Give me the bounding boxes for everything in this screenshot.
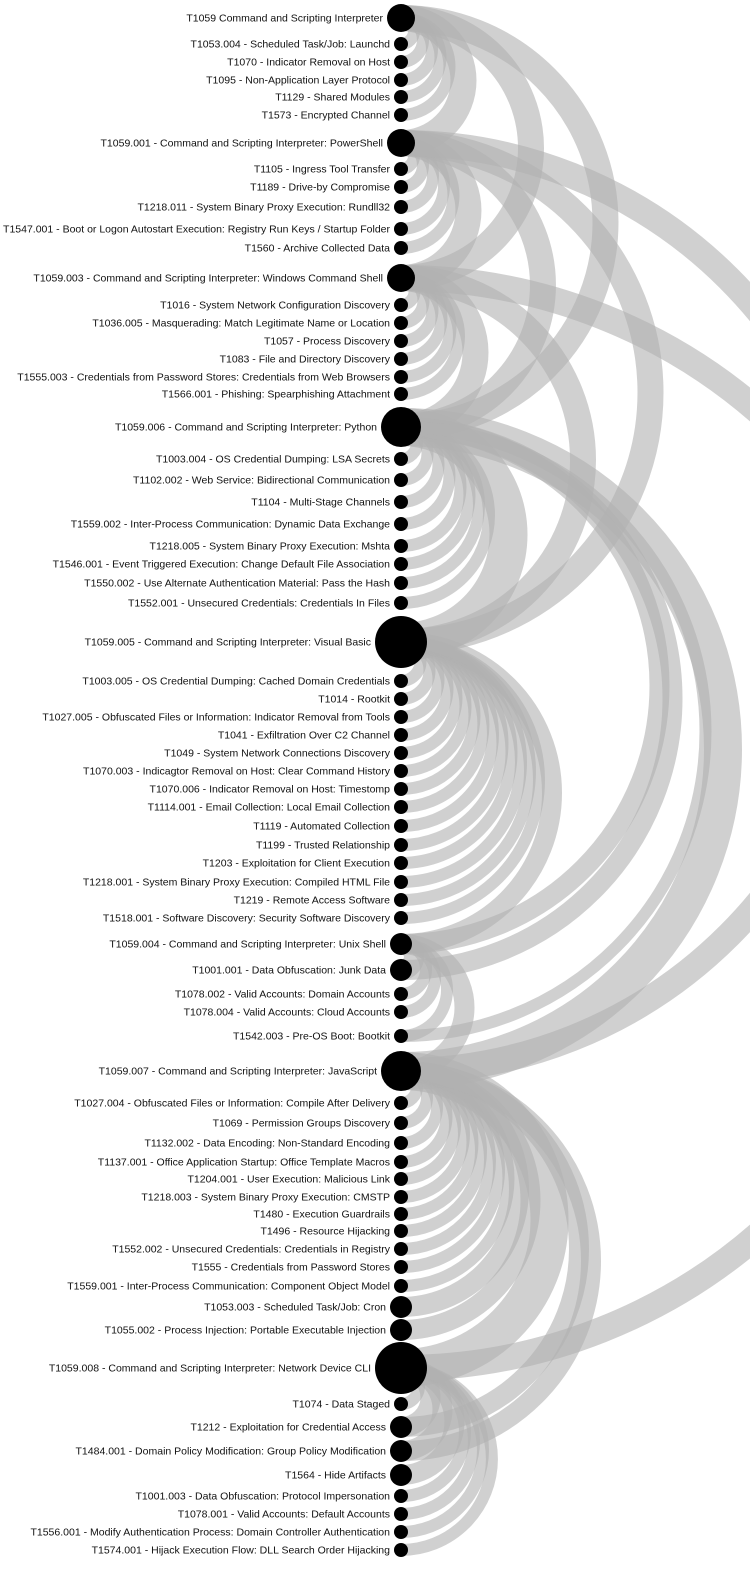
- technique-node: [394, 1224, 408, 1238]
- technique-label: T1559.001 - Inter-Process Communication: Component Object Model: [67, 1280, 390, 1293]
- technique-label: T1105 - Ingress Tool Transfer: [253, 163, 390, 176]
- technique-node: [394, 108, 408, 122]
- technique-node: [387, 264, 415, 292]
- technique-label: T1555 - Credentials from Password Stores: [191, 1261, 390, 1274]
- technique-label: T1059.003 - Command and Scripting Interpreter: Windows Command Shell: [33, 272, 383, 285]
- technique-label: T1573 - Encrypted Channel: [261, 109, 390, 122]
- technique-label: T1218.005 - System Binary Proxy Execution: Mshta: [149, 540, 390, 553]
- technique-node: [394, 1260, 408, 1274]
- technique-node: [394, 1543, 408, 1557]
- technique-node: [394, 1155, 408, 1169]
- technique-node: [394, 1005, 408, 1019]
- technique-node: [394, 1525, 408, 1539]
- technique-node: [394, 539, 408, 553]
- technique-label: T1102.002 - Web Service: Bidirectional Communication: [133, 474, 390, 487]
- technique-label: T1059.004 - Command and Scripting Interpreter: Unix Shell: [109, 938, 386, 951]
- technique-label: T1546.001 - Event Triggered Execution: Change Default File Association: [52, 558, 390, 571]
- technique-node: [394, 911, 408, 925]
- technique-label: T1132.002 - Data Encoding: Non-Standard Encoding: [144, 1137, 390, 1150]
- technique-node: [394, 746, 408, 760]
- technique-node: [394, 1116, 408, 1130]
- technique-node: [394, 452, 408, 466]
- technique-label: T1027.004 - Obfuscated Files or Information: Compile After Delivery: [74, 1097, 390, 1110]
- technique-node: [394, 838, 408, 852]
- technique-node: [390, 1296, 412, 1318]
- technique-node: [394, 1397, 408, 1411]
- technique-label: T1001.003 - Data Obfuscation: Protocol Impersonation: [135, 1490, 390, 1503]
- technique-label: T1189 - Drive-by Compromise: [250, 181, 390, 194]
- technique-node: [394, 728, 408, 742]
- technique-node: [394, 1172, 408, 1186]
- technique-node: [394, 55, 408, 69]
- technique-label: T1560 - Archive Collected Data: [244, 242, 390, 255]
- technique-node: [394, 298, 408, 312]
- technique-label: T1095 - Non-Application Layer Protocol: [206, 74, 390, 87]
- technique-node: [394, 692, 408, 706]
- technique-node: [394, 370, 408, 384]
- technique-label: T1555.003 - Credentials from Password Stores: Credentials from Web Browsers: [17, 371, 390, 384]
- technique-node: [394, 674, 408, 688]
- technique-node: [394, 1207, 408, 1221]
- technique-label: T1053.003 - Scheduled Task/Job: Cron: [204, 1301, 386, 1314]
- technique-label: T1059.001 - Command and Scripting Interpreter: PowerShell: [100, 137, 383, 150]
- technique-node: [394, 473, 408, 487]
- technique-node: [394, 1279, 408, 1293]
- technique-node: [394, 576, 408, 590]
- technique-label: T1059.006 - Command and Scripting Interpreter: Python: [114, 421, 377, 434]
- technique-node: [394, 1096, 408, 1110]
- technique-label: T1027.005 - Obfuscated Files or Information: Indicator Removal from Tools: [42, 711, 390, 724]
- technique-label: T1518.001 - Software Discovery: Security Software Discovery: [102, 912, 390, 925]
- technique-label: T1041 - Exfiltration Over C2 Channel: [217, 729, 390, 742]
- technique-label: T1484.001 - Domain Policy Modification: Group Policy Modification: [75, 1445, 386, 1458]
- technique-node: [394, 875, 408, 889]
- technique-label: T1218.003 - System Binary Proxy Execution: CMSTP: [141, 1191, 390, 1204]
- technique-node: [394, 517, 408, 531]
- technique-label: T1199 - Trusted Relationship: [255, 839, 390, 852]
- arcs-layer: [401, 18, 750, 1550]
- technique-node: [390, 1319, 412, 1341]
- technique-node: [390, 933, 412, 955]
- technique-label: T1070.003 - Indicagtor Removal on Host: Clear Command History: [83, 765, 390, 778]
- technique-node: [394, 987, 408, 1001]
- technique-label: T1059.008 - Command and Scripting Interpreter: Network Device CLI: [48, 1362, 371, 1375]
- technique-node: [394, 73, 408, 87]
- technique-node: [381, 407, 421, 447]
- technique-label: T1137.001 - Office Application Startup: Office Template Macros: [97, 1156, 390, 1169]
- technique-node: [394, 334, 408, 348]
- technique-node: [394, 1190, 408, 1204]
- technique-node: [375, 616, 427, 668]
- technique-label: T1542.003 - Pre-OS Boot: Bootkit: [233, 1030, 390, 1043]
- technique-label: T1003.005 - OS Credential Dumping: Cached Domain Credentials: [82, 675, 390, 688]
- technique-label: T1547.001 - Boot or Logon Autostart Execution: Registry Run Keys / Startup Folder: [3, 223, 390, 236]
- technique-label: T1559.002 - Inter-Process Communication: Dynamic Data Exchange: [70, 518, 390, 531]
- technique-label: T1057 - Process Discovery: [263, 335, 390, 348]
- technique-label: T1203 - Exploitation for Client Execution: [202, 857, 390, 870]
- labels-layer: [3, 13, 391, 1557]
- technique-node: [394, 316, 408, 330]
- technique-node: [394, 200, 408, 214]
- technique-label: T1059.005 - Command and Scripting Interpreter: Visual Basic: [84, 636, 371, 649]
- technique-node: [394, 1489, 408, 1503]
- technique-label: T1119 - Automated Collection: [253, 820, 390, 833]
- technique-label: T1204.001 - User Execution: Malicious Link: [187, 1173, 390, 1186]
- technique-node: [394, 495, 408, 509]
- technique-label: T1001.001 - Data Obfuscation: Junk Data: [192, 964, 386, 977]
- technique-node: [394, 596, 408, 610]
- technique-node: [394, 893, 408, 907]
- technique-node: [394, 90, 408, 104]
- technique-label: T1059.007 - Command and Scripting Interpreter: JavaScript: [98, 1065, 377, 1078]
- technique-node: [387, 4, 415, 32]
- technique-label: T1070.006 - Indicator Removal on Host: Timestomp: [149, 783, 390, 796]
- technique-node: [394, 800, 408, 814]
- technique-label: T1049 - System Network Connections Discovery: [164, 747, 390, 760]
- technique-label: T1003.004 - OS Credential Dumping: LSA Secrets: [155, 453, 390, 466]
- technique-label: T1016 - System Network Configuration Discovery: [160, 299, 390, 312]
- technique-label: T1104 - Multi-Stage Channels: [251, 496, 390, 509]
- technique-node: [394, 1242, 408, 1256]
- technique-label: T1550.002 - Use Alternate Authentication Material: Pass the Hash: [84, 577, 390, 590]
- technique-node: [394, 557, 408, 571]
- technique-label: T1564 - Hide Artifacts: [285, 1469, 386, 1482]
- technique-label: T1078.004 - Valid Accounts: Cloud Accounts: [183, 1006, 390, 1019]
- technique-node: [390, 959, 412, 981]
- technique-label: T1070 - Indicator Removal on Host: [227, 56, 390, 69]
- technique-node: [394, 819, 408, 833]
- technique-node: [390, 1440, 412, 1462]
- technique-label: T1059 Command and Scripting Interpreter: [186, 12, 383, 25]
- technique-label: T1212 - Exploitation for Credential Access: [190, 1421, 386, 1434]
- technique-node: [394, 1029, 408, 1043]
- technique-node: [394, 710, 408, 724]
- technique-label: T1078.001 - Valid Accounts: Default Accounts: [177, 1508, 390, 1521]
- technique-node: [394, 764, 408, 778]
- technique-node: [394, 387, 408, 401]
- technique-node: [394, 1136, 408, 1150]
- technique-label: T1053.004 - Scheduled Task/Job: Launchd: [190, 38, 390, 51]
- technique-label: T1556.001 - Modify Authentication Process: Domain Controller Authentication: [30, 1526, 390, 1539]
- technique-node: [387, 129, 415, 157]
- technique-label: T1496 - Resource Hijacking: [260, 1225, 390, 1238]
- technique-node: [394, 222, 408, 236]
- technique-label: T1069 - Permission Groups Discovery: [212, 1117, 390, 1130]
- technique-node: [390, 1464, 412, 1486]
- technique-label: T1074 - Data Staged: [292, 1398, 390, 1411]
- technique-node: [390, 1416, 412, 1438]
- technique-label: T1552.001 - Unsecured Credentials: Credentials In Files: [127, 597, 390, 610]
- technique-label: T1574.001 - Hijack Execution Flow: DLL Search Order Hijacking: [91, 1544, 390, 1557]
- technique-node: [381, 1051, 421, 1091]
- technique-label: T1218.011 - System Binary Proxy Execution: Rundll32: [137, 201, 390, 214]
- technique-label: T1055.002 - Process Injection: Portable Executable Injection: [104, 1324, 386, 1337]
- technique-label: T1566.001 - Phishing: Spearphishing Attachment: [161, 388, 390, 401]
- technique-node: [394, 37, 408, 51]
- technique-node: [394, 1507, 408, 1521]
- technique-node: [375, 1342, 427, 1394]
- technique-label: T1014 - Rootkit: [318, 693, 390, 706]
- technique-node: [394, 241, 408, 255]
- technique-label: T1114.001 - Email Collection: Local Email Collection: [147, 801, 390, 814]
- technique-label: T1218.001 - System Binary Proxy Execution: Compiled HTML File: [82, 876, 390, 889]
- technique-label: T1552.002 - Unsecured Credentials: Credentials in Registry: [112, 1243, 390, 1256]
- technique-label: T1480 - Execution Guardrails: [253, 1208, 390, 1221]
- technique-node: [394, 782, 408, 796]
- technique-node: [394, 162, 408, 176]
- technique-node: [394, 352, 408, 366]
- technique-label: T1219 - Remote Access Software: [233, 894, 390, 907]
- technique-node: [394, 856, 408, 870]
- technique-label: T1129 - Shared Modules: [275, 91, 390, 104]
- technique-node: [394, 180, 408, 194]
- technique-label: T1078.002 - Valid Accounts: Domain Accounts: [174, 988, 390, 1001]
- technique-label: T1083 - File and Directory Discovery: [219, 353, 390, 366]
- technique-label: T1036.005 - Masquerading: Match Legitimate Name or Location: [92, 317, 390, 330]
